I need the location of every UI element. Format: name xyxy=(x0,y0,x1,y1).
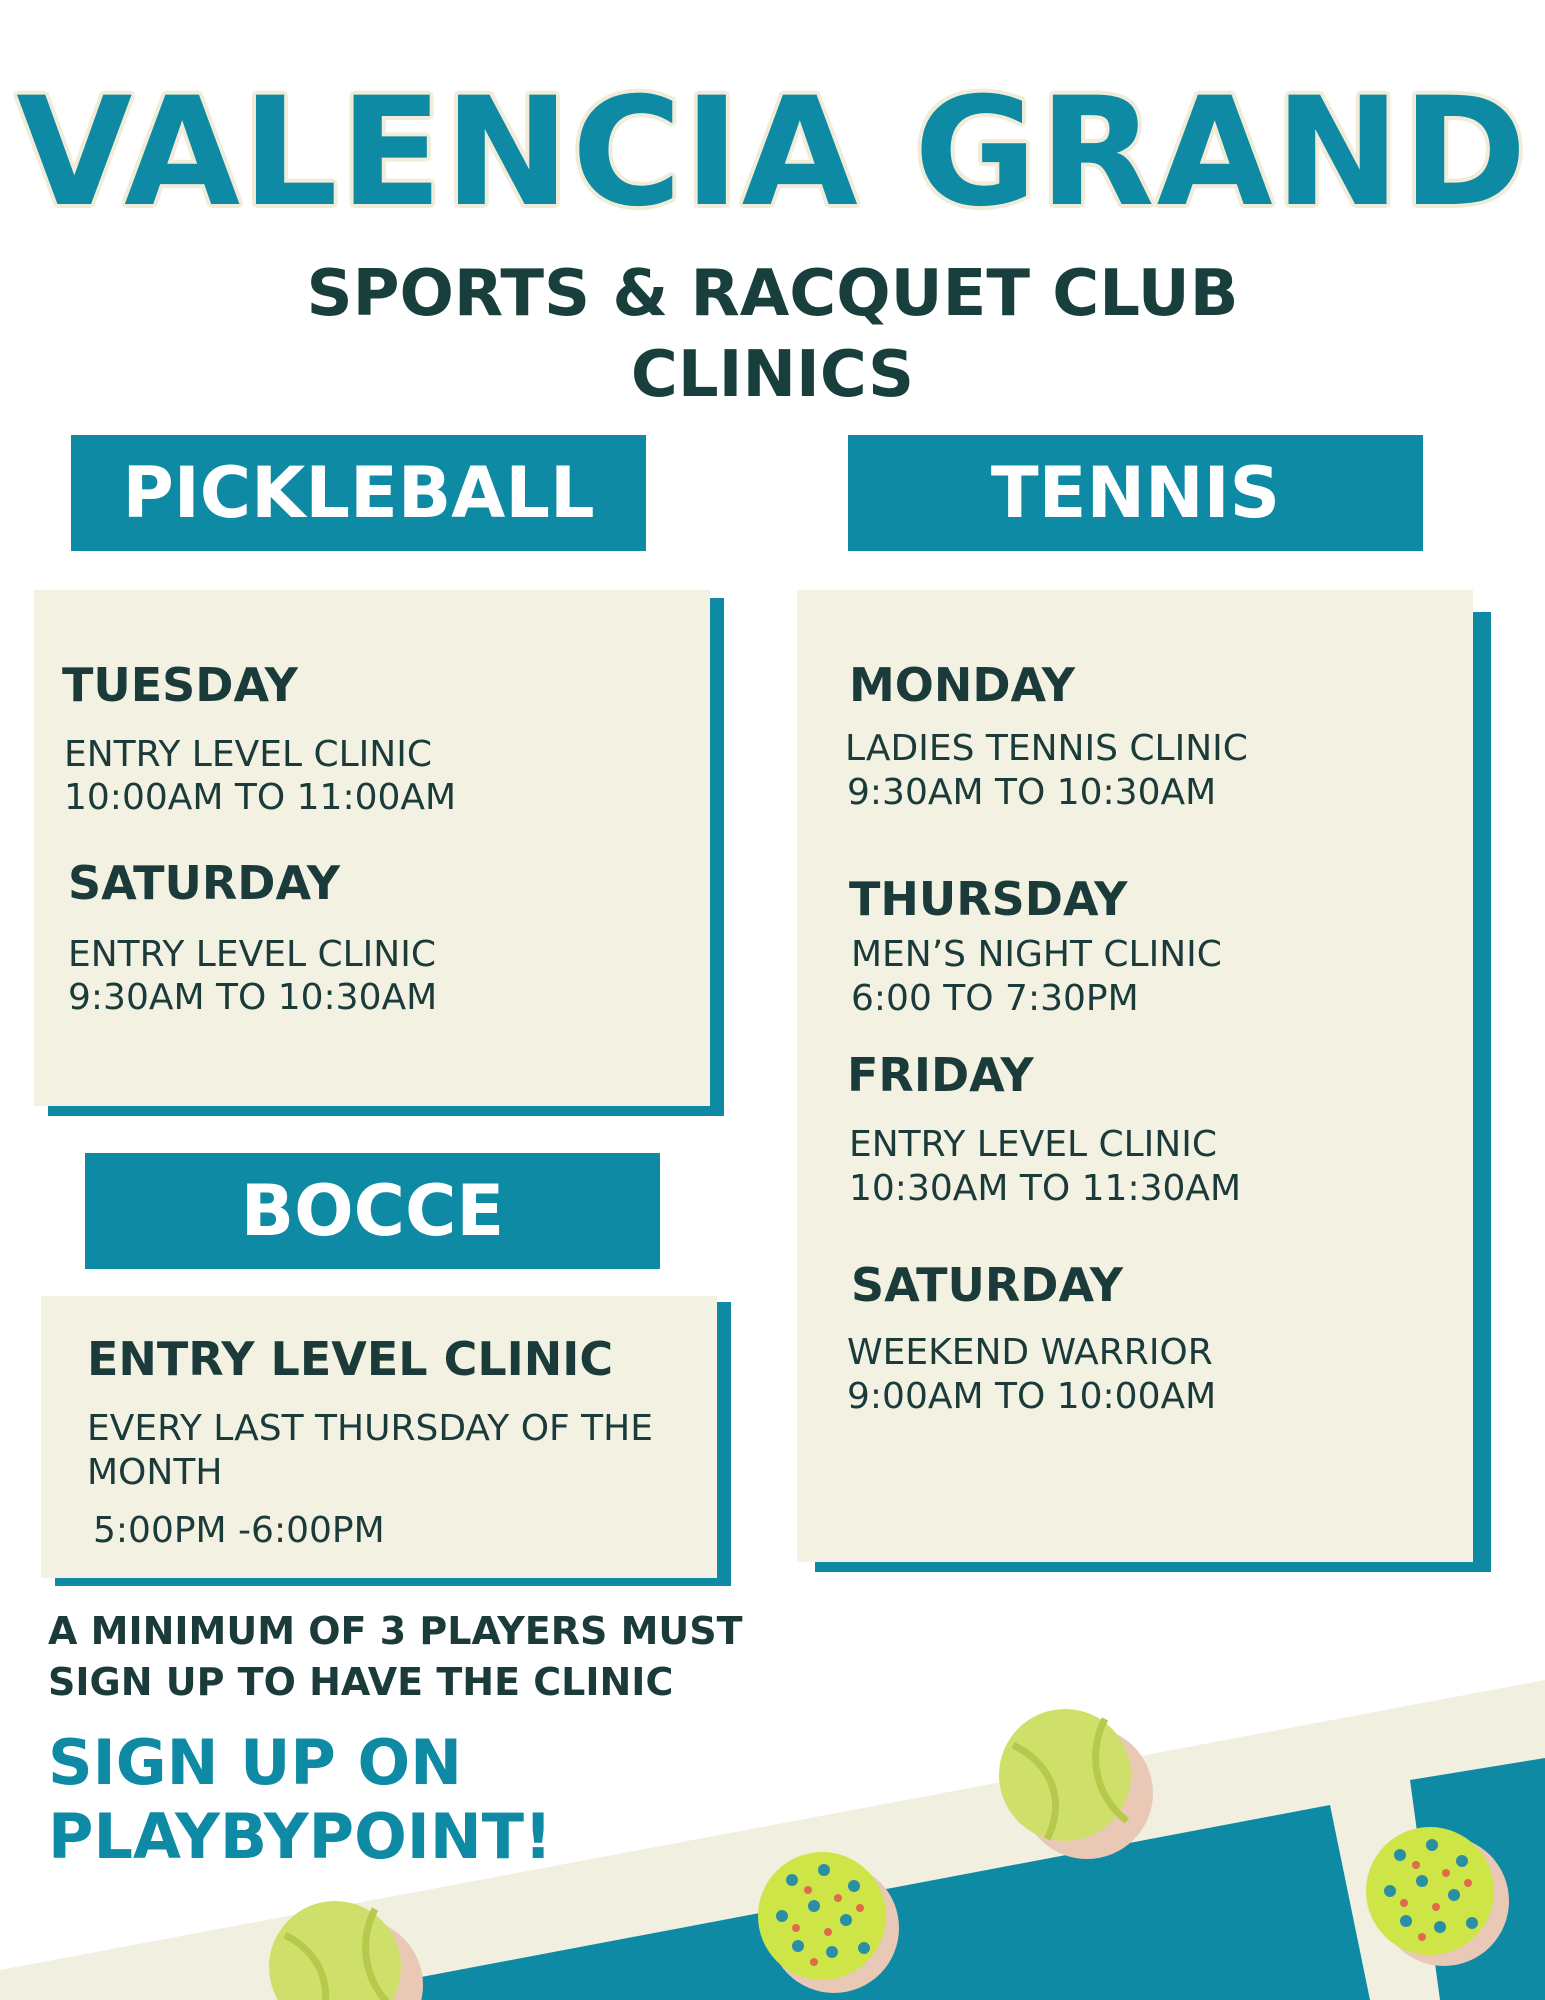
signup-cta-platform: PLAYBYPOINT! xyxy=(48,1800,553,1873)
pickleball-clinic-name: ENTRY LEVEL CLINIC xyxy=(68,934,436,975)
clinics-heading: CLINICS xyxy=(630,338,915,412)
bocce-clinic-name: ENTRY LEVEL CLINIC xyxy=(87,1332,614,1386)
pickleball-icon xyxy=(1360,1815,1530,1985)
pickleball-card xyxy=(34,590,710,1106)
minimum-players-note-cont: SIGN UP TO HAVE THE CLINIC xyxy=(48,1660,674,1704)
tennis-day: SATURDAY xyxy=(851,1258,1124,1312)
tennis-clinic-time: 10:30AM TO 11:30AM xyxy=(849,1168,1242,1209)
tennis-clinic-name: MEN’S NIGHT CLINIC xyxy=(851,934,1222,975)
pickleball-clinic-time: 9:30AM TO 10:30AM xyxy=(68,977,438,1018)
tennis-day: MONDAY xyxy=(849,658,1076,712)
tennis-day: THURSDAY xyxy=(849,872,1128,926)
tennis-clinic-name: WEEKEND WARRIOR xyxy=(847,1332,1213,1373)
tennis-ball-icon xyxy=(265,1895,435,2000)
bocce-time: 5:00PM -6:00PM xyxy=(93,1510,385,1551)
pickleball-icon xyxy=(752,1840,922,2000)
pickleball-clinic-name: ENTRY LEVEL CLINIC xyxy=(64,734,432,775)
bocce-schedule: EVERY LAST THURSDAY OF THE xyxy=(87,1408,653,1449)
tennis-banner: TENNIS xyxy=(848,435,1423,551)
club-subtitle: SPORTS & RACQUET CLUB xyxy=(306,257,1239,331)
bocce-card xyxy=(41,1296,717,1578)
pickleball-banner: PICKLEBALL xyxy=(71,435,646,551)
bocce-schedule-cont: MONTH xyxy=(87,1452,223,1493)
tennis-clinic-name: ENTRY LEVEL CLINIC xyxy=(849,1124,1217,1165)
pickleball-day: TUESDAY xyxy=(62,658,298,712)
tennis-clinic-time: 9:00AM TO 10:00AM xyxy=(847,1376,1217,1417)
minimum-players-note: A MINIMUM OF 3 PLAYERS MUST xyxy=(48,1609,743,1653)
tennis-clinic-time: 9:30AM TO 10:30AM xyxy=(847,772,1217,813)
tennis-day: FRIDAY xyxy=(847,1048,1034,1102)
tennis-clinic-time: 6:00 TO 7:30PM xyxy=(851,978,1139,1019)
pickleball-day: SATURDAY xyxy=(68,856,341,910)
pickleball-clinic-time: 10:00AM TO 11:00AM xyxy=(64,777,457,818)
tennis-ball-icon xyxy=(995,1705,1165,1875)
signup-cta: SIGN UP ON xyxy=(48,1726,463,1799)
tennis-clinic-name: LADIES TENNIS CLINIC xyxy=(845,728,1248,769)
tennis-card xyxy=(797,590,1473,1562)
bocce-banner: BOCCE xyxy=(85,1153,660,1269)
club-title: VALENCIA GRAND xyxy=(16,66,1529,240)
